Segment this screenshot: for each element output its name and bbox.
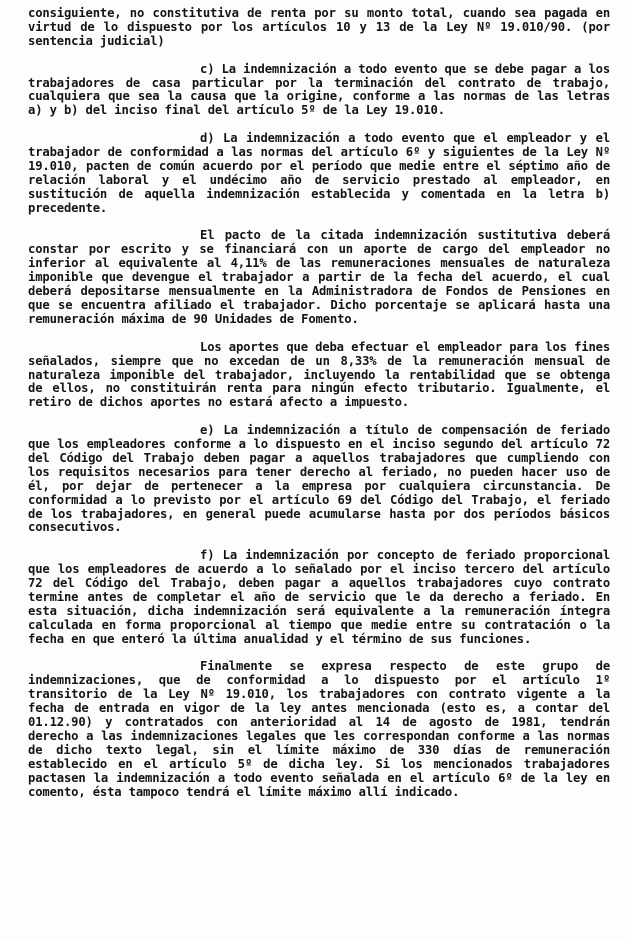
paragraph-item-c: c) La indemnización a todo evento que se debe pagar a los trabajadores de casa particular por la terminación del contrato de trabajo, cualquiera que sea la causa que la origine, conforme a las normas de las letras a) y b) del inciso final del artículo 5º de la Ley 19.010. (28, 61, 610, 118)
paragraph-pacto: El pacto de la citada indemnización sustitutiva deberá constar por escrito y se financiará con un aporte de cargo del empleador no inferior al equivalente al 4,11% de las remuneraciones mensuales de naturaleza imponible que devengue el trabajador a partir de la fecha del acuerdo, el cual deberá depositarse mensualmente en la Administradora de Fondos de Pensiones en que se encuentra afiliado el trabajador. Dicho porcentaje se aplicará hasta una remuneración máxima de 90 Unidades de Fomento. (28, 228, 610, 326)
paragraph-gap (28, 327, 610, 341)
paragraph-gap (28, 535, 610, 549)
paragraph-gap (28, 118, 610, 132)
paragraph-gap (28, 410, 610, 424)
paragraph-item-e: e) La indemnización a título de compensación de feriado que los empleadores conforme a lo dispuesto en el inciso segundo del artículo 72 del Código del Trabajo deben pagar a aquellos trabajadores que cumpliendo con los requisitos necesarios para tener derecho al feriado, no pueden hacer uso de él, por dejar de pertenecer a la empresa por cualquiera circunstancia. De conformidad a lo previsto por el artículo 69 del Código del Trabajo, el feriado de los trabajadores, en general puede acumularse hasta por dos períodos básicos consecutivos. (28, 423, 610, 535)
paragraph-gap (28, 647, 610, 661)
paragraph-gap (28, 49, 610, 63)
paragraph-item-f: f) La indemnización por concepto de feriado proporcional que los empleadores de acuerdo a lo señalado por el inciso tercero del artículo 72 del Código del Trabajo, deben pagar a aquellos trabajadores cuyo contrato termine antes de completar el año de servicio que le da derecho a feriado. En esta situación, dicha indemnización será equivalente a la remuneración íntegra calculada en forma proporcional al tiempo que medie entre su contratación o la fecha en que enteró la última anualidad y el término de sus funciones. (28, 548, 610, 646)
paragraph-item-d: d) La indemnización a todo evento que el empleador y el trabajador de conformidad a las normas del artículo 6º y siguientes de la Ley Nº 19.010, pacten de común acuerdo por el período que medie entre el séptimo año de relación laboral y el undécimo año de servicio prestado al empleador, en sustitución de aquella indemnización establecida y comentada en la letra b) precedente. (28, 131, 610, 215)
paragraph-aportes: Los aportes que deba efectuar el empleador para los fines señalados, siempre que no excedan de un 8,33% de la remuneración mensual de naturaleza imponible del trabajador, incluyendo la rentabilidad que se obtenga de ellos, no constituirán renta para ningún efecto tributario. Igualmente, el retiro de dichos aportes no estará afecto a impuesto. (28, 339, 610, 410)
paragraph-gap (28, 216, 610, 230)
paragraph-continuation: consiguiente, no constitutiva de renta por su monto total, cuando sea pagada en virtud de lo dispuesto por los artículos 10 y 13 de la Ley Nº 19.010/90. (por sentencia judicial) (28, 6, 610, 48)
paragraph-finalmente: Finalmente se expresa respecto de este grupo de indemnizaciones, que de conformidad a lo dispuesto por el artículo 1º transitorio de la Ley Nº 19.010, los trabajadores con contrato vigente a la fecha de entrada en vigor de la ley antes mencionada (esto es, a contar del 01.12.90) y contratados con anterioridad al 14 de agosto de 1981, tendrán derecho a las indemnizaciones legales que les correspondan conforme a las normas de dicho texto legal, sin el límite máximo de 330 días de remuneración establecido en el artículo 5º de dicha ley. Si los mencionados trabajadores pactasen la indemnización a todo evento señalada en el artículo 6º de la ley en comento, ésta tampoco tendrá el límite máximo allí indicado. (28, 659, 610, 799)
